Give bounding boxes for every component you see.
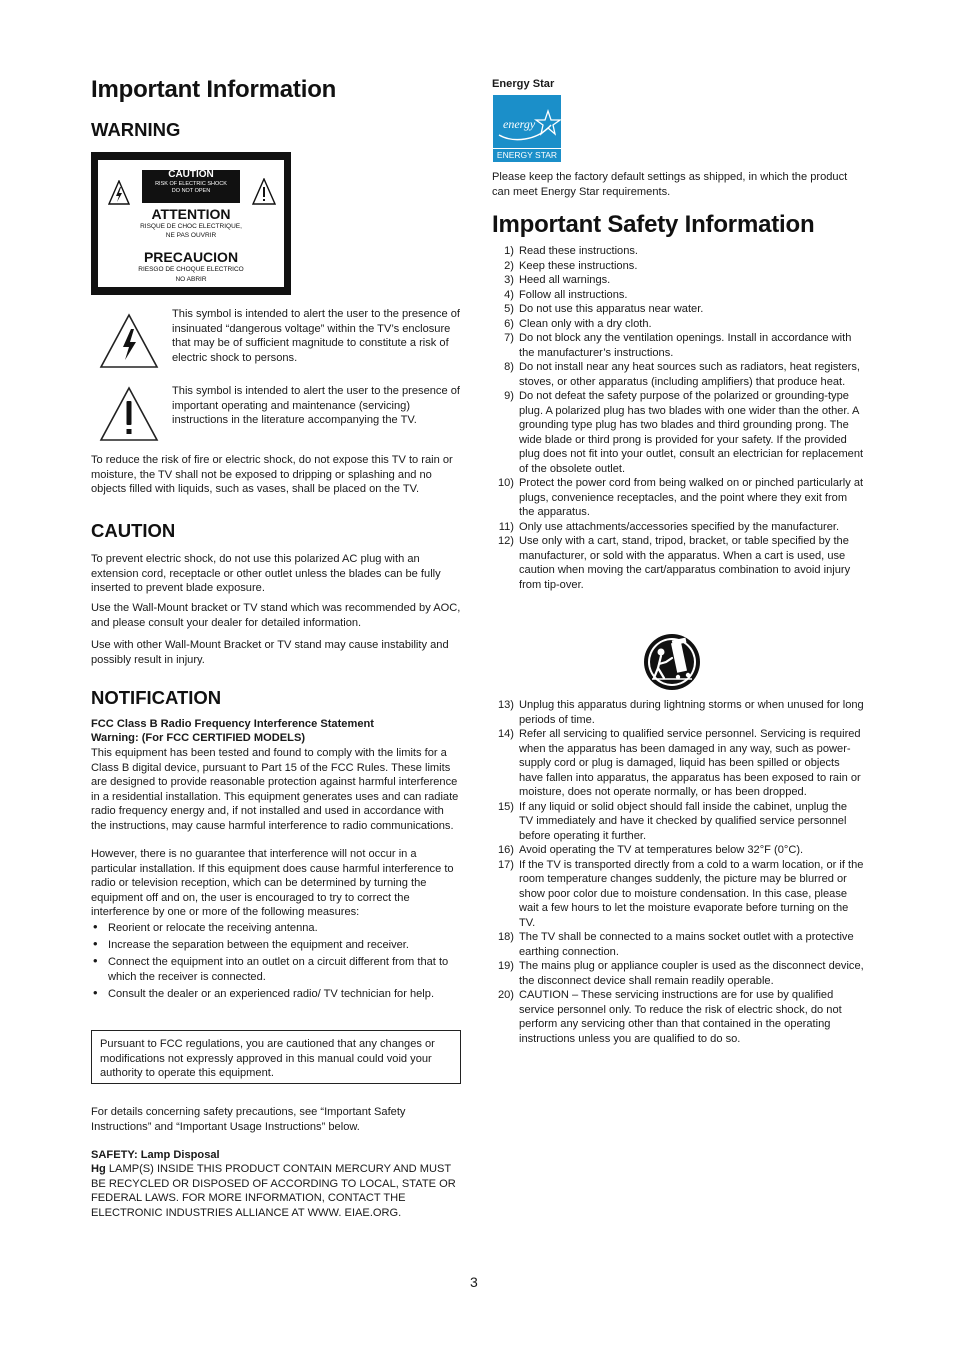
list-item: 8) Do not install near any heat sources such as radiators, heat registers, stoves, or other apparatus (including amplifiers) that produce heat. xyxy=(504,361,861,388)
fcc-measures-list xyxy=(91,921,461,1004)
list-item: 15) If any liquid or solid object should fall inside the cabinet, unplug the TV immediately and have it checked by qualified service personnel before operating it further. xyxy=(497,800,848,842)
fire-warning-text: To reduce the risk of fire or electric shock, do not expose this TV to rain or moisture, the TV shall not be exposed to dripping or splashing and no objects filled with liquids, such as vases, shall be placed on the TV. xyxy=(91,454,453,495)
fcc-paragraph-2: However, there is no guarantee that interference will not occur in a particular installation. If this equipment does cause harmful interference to radio or television reception, which can be determined by turning the equipment off and on, the user is encouraged to try to correct the interference by one or more of the following measures: xyxy=(91,848,454,918)
caution-label-attention-sub1: RISQUE DE CHOC ELECTRIQUE, xyxy=(140,223,242,230)
caution-label-sub2: DO NOT OPEN xyxy=(171,188,211,194)
energy-star-heading: Energy Star xyxy=(492,78,555,90)
energy-star-logo-word: energy xyxy=(503,117,536,131)
notification-heading: NOTIFICATION xyxy=(91,687,222,708)
energy-star-divider xyxy=(493,148,561,149)
list-item: 12) Use only with a cart, stand, tripod, bracket, or table specified by the manufacturer, or sold with the apparatus. When a cart is used, use caution when moving the cart/apparatus combination to avoid injury from tip-over. xyxy=(497,535,851,591)
list-item: 5) Do not use this apparatus near water. xyxy=(504,303,704,315)
list-item: 3) Heed all warnings. xyxy=(504,274,611,286)
caution-paragraph-2: Use the Wall-Mount bracket or TV stand which was recommended by AOC, and please consult your dealer for detailed information. xyxy=(91,602,461,629)
lamp-disposal-text xyxy=(91,1162,461,1220)
list-item: 13) Unplug this apparatus during lightning storms or when unused for long periods of time. xyxy=(497,699,864,726)
warning-heading: WARNING xyxy=(91,119,181,140)
list-item: 19) The mains plug or appliance coupler is used as the disconnect device, the disconnect device shall remain readily operable. xyxy=(497,960,864,987)
safety-list-b xyxy=(492,698,864,1046)
list-item: 17) If the TV is transported directly from a cold to a warm location, or if the room temperature changes suddenly, the picture may be blurred or show poor color due to moisture condensation. In this case, please wait a few hours to let the moisture evaporate before turning on the TV. xyxy=(497,858,864,929)
caution-label-precaucion-sub2: NO ABRIR xyxy=(175,276,207,283)
caution-label xyxy=(91,152,291,295)
safety-list-a xyxy=(492,244,864,592)
caution-label-attention-sub2: NE PAS OUVRIR xyxy=(165,232,217,239)
cart-tip-over-warning-icon xyxy=(642,632,702,692)
list-item: 18) The TV shall be connected to a mains socket outlet with a protective earthing connection. xyxy=(497,931,854,958)
caution-label-sub1: RISK OF ELECTRIC SHOCK xyxy=(155,181,227,187)
fcc-paragraph-1: This equipment has been tested and found to comply with the limits for a Class B digital device, pursuant to Part 15 of the FCC Rules. These limits are designed to provide reasonable protection against harmful interference in a residential installation. This equipment generates uses and can radiate radio frequency energy and, if not installed and used in accordance with the instructions, may cause harmful interference to radio communications. xyxy=(91,747,459,832)
fcc-title-2: Warning: (For FCC CERTIFIED MODELS) xyxy=(91,732,306,744)
fcc-notice-text: Pursuant to FCC regulations, you are cautioned that any changes or modifications not expressly approved in this manual could void your authority to operate this equipment. xyxy=(100,1038,435,1079)
list-item: • Consult the dealer or an experienced radio/ TV technician for help. xyxy=(91,987,461,1002)
list-item: 1) Read these instructions. xyxy=(504,245,639,257)
energy-star-logo xyxy=(493,95,561,162)
list-item: 9) Do not defeat the safety purpose of the polarized or grounding-type plug. A polarized plug has two blades with one wider than the other. A grounding type plug has two blades and third grounding prong. The wide blade or third prong is provided for your safety. If the provided plug does not fit into your outlet, consult an electrician for replacement of the obsolete outlet. xyxy=(504,390,864,475)
page-number: 3 xyxy=(470,1274,478,1290)
fcc-title-1: FCC Class B Radio Frequency Interference Statement xyxy=(91,718,374,730)
mercury-symbol: Hg xyxy=(91,1163,106,1175)
list-item: • Connect the equipment into an outlet on a circuit different from that to which the receiver is connected. xyxy=(91,955,461,984)
list-item: • Reorient or relocate the receiving antenna. xyxy=(91,921,461,936)
dangerous-voltage-icon xyxy=(98,312,160,370)
voltage-symbol-description: This symbol is intended to alert the user to the presence of insinuated “dangerous voltage” within the TV’s enclosure that may be of sufficient magnitude to constitute a risk of electric shock to persons. xyxy=(172,308,460,364)
caution-paragraph-3: Use with other Wall-Mount Bracket or TV stand may cause instability and possibly result in injury. xyxy=(91,639,449,666)
list-item: 10) Protect the power cord from being walked on or pinched particularly at plugs, convenience receptacles, and the point where they exit from the apparatus. xyxy=(497,477,864,518)
caution-label-caution: CAUTION xyxy=(168,169,214,180)
exclamation-symbol-icon xyxy=(98,385,160,443)
safety-title: Important Safety Information xyxy=(492,211,815,238)
list-item: 7) Do not block any the ventilation openings. Install in accordance with the manufacturer’s instructions. xyxy=(504,332,852,359)
list-item: 20) CAUTION – These servicing instructions are for use by qualified service personnel only. To reduce the risk of electric shock, do not perform any servicing other than that contained in the operating instructions unless you are qualified to do so. xyxy=(497,989,842,1045)
caution-paragraph-1: To prevent electric shock, do not use this polarized AC plug with an extension cord, receptacle or other outlet unless the blades can be fully inserted to prevent blade exposure. xyxy=(91,553,441,594)
list-item: 14) Refer all servicing to qualified service personnel. Servicing is required when the apparatus has been damaged in any way, such as power-supply cord or plug is damaged, liquid has been spilled or objects have fallen into apparatus, the apparatus has been exposed to rain or moisture, does not operate normally, or has been dropped. xyxy=(497,728,861,798)
caution-label-precaucion-sub1: RIESGO DE CHOQUE ELECTRICO xyxy=(138,266,244,273)
list-item: 11) Only use attachments/accessories specified by the manufacturer. xyxy=(498,520,840,533)
caution-heading: CAUTION xyxy=(91,520,176,541)
list-item: • Increase the separation between the equipment and receiver. xyxy=(91,938,461,953)
details-text: For details concerning safety precautions, see “Important Safety Instructions” and “Important Usage Instructions” below. xyxy=(91,1106,406,1133)
caution-label-precaucion: PRECAUCION xyxy=(143,249,239,265)
energy-star-text: Please keep the factory default settings as shipped, in which the product can meet Energy Star requirements. xyxy=(492,171,848,198)
list-item: 2) Keep these instructions. xyxy=(504,259,638,272)
exclamation-symbol-description: This symbol is intended to alert the user to the presence of important operating and maintenance (servicing) instructions in the literature accompanying the TV. xyxy=(172,385,460,426)
caution-label-attention: ATTENTION xyxy=(151,206,231,222)
list-item: 16) Avoid operating the TV at temperatures below 32°F (0°C). xyxy=(497,844,804,856)
energy-star-logo-label: ENERGY STAR xyxy=(496,150,558,160)
page-title: Important Information xyxy=(91,76,337,103)
fcc-notice-box xyxy=(91,1030,461,1084)
list-item: 6) Clean only with a dry cloth. xyxy=(504,317,652,330)
lamp-disposal-body: LAMP(S) INSIDE THIS PRODUCT CONTAIN MERCURY AND MUST BE RECYCLED OR DISPOSED OF ACCORDING TO LOCAL, STATE OR FEDERAL LAWS. FOR MORE INFORMATION, CONTACT THE ELECTRONIC INDUSTRIES ALLIANCE AT WWW. EIAE.ORG. xyxy=(91,1163,456,1219)
list-item: 4) Follow all instructions. xyxy=(504,288,628,301)
lamp-disposal-heading: SAFETY: Lamp Disposal xyxy=(91,1149,220,1161)
